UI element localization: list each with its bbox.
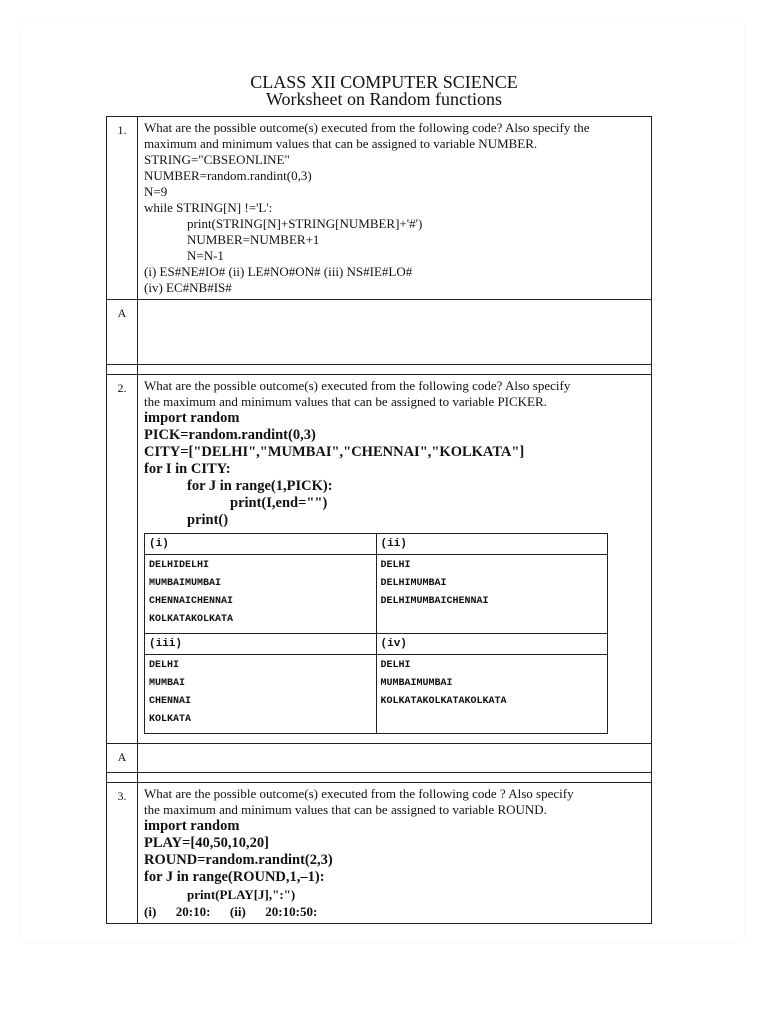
option-label: (iv) [376,634,608,655]
page-title: CLASS XII COMPUTER SCIENCE [250,72,518,92]
code-line: N=9 [144,184,168,199]
option-cell [376,655,608,734]
option-label: (i) [145,534,377,555]
option-output-line: CHENNAICHENNAI [149,596,234,607]
code-line: N=N-1 [187,248,224,263]
code-line: print(PLAY[J],":") [187,887,296,902]
option-cell [145,655,377,734]
page-subtitle: Worksheet on Random functions [265,89,502,109]
question-body [138,783,652,924]
code-line: NUMBER=random.randint(0,3) [144,168,312,183]
option-output-line: DELHIDELHI [149,560,210,571]
worksheet-header [0,74,768,108]
option-output-line: MUMBAIMUMBAI [149,578,222,589]
question-text: maximum and minimum values that can be assigned to variable NUMBER. [144,136,538,151]
answer-row [107,300,652,365]
code-line: for J in range(ROUND,1,–1): [144,869,325,885]
spacer-row [107,365,652,375]
question-body [138,375,652,744]
option-output-line: MUMBAI [149,678,186,689]
option-output-line: CHENNAI [149,696,192,707]
code-line: while STRING[N] !='L': [144,200,273,215]
code-line: print() [187,512,229,528]
answer-label: A [107,300,138,365]
code-line: import random [144,818,240,834]
question-text: What are the possible outcome(s) executed from the following code? Also specify the [144,120,590,135]
question-number: 3. [107,783,138,924]
question-row [107,783,652,924]
code-line: PICK=random.randint(0,3) [144,427,316,443]
option-output-line: DELHIMUMBAI [380,578,447,589]
question-text: the maximum and minimum values that can be assigned to variable PICKER. [144,394,547,409]
code-line: ROUND=random.randint(2,3) [144,852,333,868]
option-cell [376,555,608,634]
question-text: What are the possible outcome(s) executed from the following code ? Also specify [144,786,574,801]
option-output-line: KOLKATA [149,714,192,725]
question-row [107,117,652,300]
option-output-line: DELHI [380,660,411,671]
answer-label: A [107,744,138,773]
option-line: (i) 20:10: (ii) 20:10:50: [144,904,318,919]
code-line: for J in range(1,PICK): [187,478,333,494]
spacer-row [107,773,652,783]
code-line: import random [144,410,240,426]
option-output-line: DELHI [149,660,180,671]
question-body [138,117,652,300]
code-line: STRING="CBSEONLINE" [144,152,290,167]
code-line: CITY=["DELHI","MUMBAI","CHENNAI","KOLKATA"] [144,444,525,460]
code-line: PLAY=[40,50,10,20] [144,835,269,851]
code-line: NUMBER=NUMBER+1 [187,232,320,247]
code-line: print(STRING[N]+STRING[NUMBER]+'#') [187,216,423,231]
answer-row [107,744,652,773]
question-row [107,375,652,744]
question-number: 1. [107,117,138,300]
option-label: (ii) [376,534,608,555]
option-output-line: DELHI [380,560,411,571]
option-output-line: KOLKATAKOLKATA [149,614,234,625]
option-output-line: KOLKATAKOLKATAKOLKATA [380,696,507,707]
code-line: print(I,end="") [230,495,328,511]
option-label: (iii) [145,634,377,655]
answer-space[interactable] [138,300,652,365]
option-cell [145,555,377,634]
option-line: (iv) EC#NB#IS# [144,280,232,295]
options-table [144,533,608,734]
option-output-line: DELHIMUMBAICHENNAI [380,596,489,607]
worksheet-table [106,116,652,924]
code-line: for I in CITY: [144,461,231,477]
question-text: the maximum and minimum values that can be assigned to variable ROUND. [144,802,547,817]
question-number: 2. [107,375,138,744]
option-line: (i) ES#NE#IO# (ii) LE#NO#ON# (iii) NS#IE#LO# [144,264,413,279]
answer-space[interactable] [138,744,652,773]
question-text: What are the possible outcome(s) executed from the following code? Also specify [144,378,571,393]
option-output-line: MUMBAIMUMBAI [380,678,453,689]
